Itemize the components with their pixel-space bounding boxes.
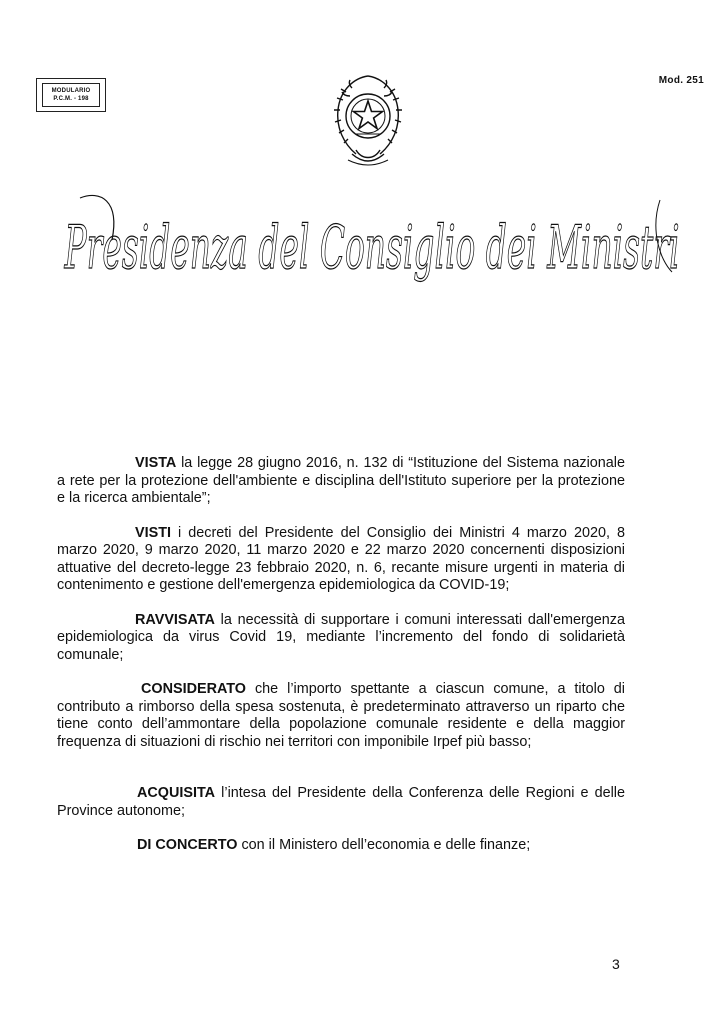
paragraph-keyword: VISTA	[135, 455, 177, 471]
paragraph-keyword: ACQUISITA	[137, 785, 216, 801]
paragraph-text: la necessità di supportare i comuni interessati dall'emergenza epidemiologica da virus Covid 19, mediante l’incremento del fondo di solidarietà comunale;	[57, 611, 625, 663]
paragraph-keyword: CONSIDERATO	[141, 681, 247, 697]
paragraph-acquisita	[57, 785, 625, 820]
paragraph-text: i decreti del Presidente del Consiglio dei Ministri 4 marzo 2020, 8 marzo 2020, 9 marzo 2020, 11 marzo 2020 e 22 marzo 2020 concernenti disposizioni attuative del decreto-legge 23 febbraio 2020, n. 6, recante misure urgenti in materia di contenimento e gestione dell'emergenza epidemiologica da COVID-19;	[57, 524, 625, 593]
paragraph-keyword: DI CONCERTO	[137, 837, 238, 853]
institution-title	[60, 180, 685, 295]
stamp-line-1: MODULARIO	[51, 88, 91, 94]
paragraph-text: con il Ministero dell’economia e delle finanze;	[237, 837, 531, 853]
paragraph-di-concerto	[57, 837, 625, 855]
italian-republic-emblem-icon	[326, 68, 410, 176]
model-code: Mod. 251	[658, 75, 704, 86]
paragraph-considerato	[57, 681, 625, 751]
paragraph-keyword: VISTI	[135, 524, 171, 541]
modulario-stamp	[36, 78, 106, 112]
paragraph-text: l’intesa del Presidente della Conferenza delle Regioni e delle Province autonome;	[57, 785, 625, 819]
paragraph-text: che l’importo spettante a ciascun comune, a titolo di contributo a rimborso della spesa sostenuta, è predeterminato attraverso un riparto che tiene conto dell’ammontare della popolazione comunale residente e della maggior frequenza di situazioni di rischio nei territori con imponibile Irpef più basso;	[57, 681, 625, 750]
stamp-line-2: P.C.M. - 198	[53, 96, 89, 102]
document-body	[57, 455, 625, 855]
paragraph-ravvisata	[57, 612, 625, 665]
paragraph-text: la legge 28 giugno 2016, n. 132 di “Istituzione del Sistema nazionale a rete per la protezione dell'ambiente e disciplina dell'Istituto superiore per la protezione e la ricerca ambientale”;	[57, 455, 625, 506]
paragraph-vista	[57, 455, 625, 508]
page-number: 3	[612, 956, 620, 972]
institution-title-text: Presidenza del Consiglio dei Ministri	[63, 213, 680, 283]
paragraph-keyword: RAVVISATA	[135, 611, 215, 628]
paragraph-visti	[57, 525, 625, 595]
